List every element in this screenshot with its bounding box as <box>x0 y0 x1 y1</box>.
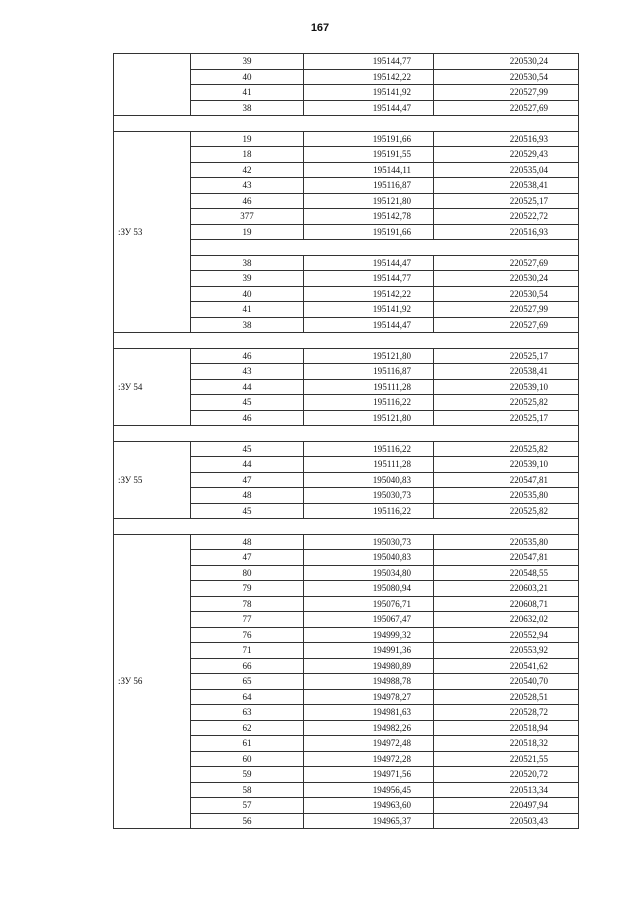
coordinate-y-cell: 220520,72 <box>434 767 579 783</box>
point-number-cell: 38 <box>191 255 304 271</box>
point-number-cell: 46 <box>191 410 304 426</box>
coordinate-y-cell: 220548,55 <box>434 565 579 581</box>
point-number-cell: 47 <box>191 472 304 488</box>
coordinate-y-cell: 220527,69 <box>434 100 579 116</box>
coordinate-y-cell: 220527,69 <box>434 317 579 333</box>
coordinate-y-cell: 220527,99 <box>434 302 579 318</box>
coordinate-y-cell: 220541,62 <box>434 658 579 674</box>
coordinate-x-cell: 195121,80 <box>304 348 434 364</box>
coordinate-y-cell: 220538,41 <box>434 364 579 380</box>
coordinate-x-cell: 194980,89 <box>304 658 434 674</box>
coordinate-x-cell: 195111,28 <box>304 457 434 473</box>
coordinate-x-cell: 195144,77 <box>304 271 434 287</box>
coordinate-y-cell: 220525,17 <box>434 193 579 209</box>
coordinate-y-cell: 220547,81 <box>434 550 579 566</box>
coordinate-x-cell: 195040,83 <box>304 472 434 488</box>
coordinate-y-cell: 220608,71 <box>434 596 579 612</box>
plot-label-cell: :ЗУ 55 <box>114 441 191 519</box>
coordinate-x-cell: 195080,94 <box>304 581 434 597</box>
coordinate-x-cell: 195116,22 <box>304 395 434 411</box>
coordinate-y-cell: 220539,10 <box>434 457 579 473</box>
point-number-cell: 46 <box>191 193 304 209</box>
coordinate-x-cell: 195144,47 <box>304 255 434 271</box>
coordinate-x-cell: 195076,71 <box>304 596 434 612</box>
coordinates-table <box>113 53 579 829</box>
coordinate-x-cell: 195030,73 <box>304 534 434 550</box>
point-number-cell: 56 <box>191 813 304 829</box>
coordinate-y-cell: 220525,17 <box>434 348 579 364</box>
empty-separator-cell <box>114 426 579 442</box>
point-number-cell: 44 <box>191 379 304 395</box>
coordinates-table-body <box>114 54 579 829</box>
coordinate-x-cell: 195111,28 <box>304 379 434 395</box>
point-number-cell: 63 <box>191 705 304 721</box>
coordinate-x-cell: 195142,78 <box>304 209 434 225</box>
table-row <box>114 131 579 147</box>
coordinate-y-cell: 220540,70 <box>434 674 579 690</box>
table-row <box>114 534 579 550</box>
block-separator-row <box>114 426 579 442</box>
coordinate-x-cell: 195040,83 <box>304 550 434 566</box>
coordinate-x-cell: 195067,47 <box>304 612 434 628</box>
coordinate-y-cell: 220497,94 <box>434 798 579 814</box>
coordinate-y-cell: 220527,69 <box>434 255 579 271</box>
coordinate-x-cell: 195142,22 <box>304 286 434 302</box>
coordinate-x-cell: 195116,22 <box>304 503 434 519</box>
point-number-cell: 57 <box>191 798 304 814</box>
point-number-cell: 79 <box>191 581 304 597</box>
coordinate-y-cell: 220518,94 <box>434 720 579 736</box>
coordinate-x-cell: 194965,37 <box>304 813 434 829</box>
coordinate-y-cell: 220535,80 <box>434 488 579 504</box>
coordinate-y-cell: 220525,82 <box>434 395 579 411</box>
coordinate-y-cell: 220530,24 <box>434 271 579 287</box>
page-number: 167 <box>310 22 330 34</box>
coordinate-y-cell: 220530,54 <box>434 69 579 85</box>
block-separator-row <box>114 333 579 349</box>
coordinate-y-cell: 220518,32 <box>434 736 579 752</box>
coordinate-x-cell: 195141,92 <box>304 85 434 101</box>
point-number-cell: 59 <box>191 767 304 783</box>
point-number-cell: 80 <box>191 565 304 581</box>
coordinate-x-cell: 195034,80 <box>304 565 434 581</box>
empty-separator-cell <box>191 240 579 256</box>
coordinate-y-cell: 220525,17 <box>434 410 579 426</box>
point-number-cell: 41 <box>191 302 304 318</box>
coordinate-y-cell: 220513,34 <box>434 782 579 798</box>
coordinate-x-cell: 195141,92 <box>304 302 434 318</box>
point-number-cell: 65 <box>191 674 304 690</box>
coordinate-x-cell: 194972,48 <box>304 736 434 752</box>
coordinate-x-cell: 195030,73 <box>304 488 434 504</box>
point-number-cell: 38 <box>191 317 304 333</box>
point-number-cell: 62 <box>191 720 304 736</box>
coordinate-x-cell: 194981,63 <box>304 705 434 721</box>
coordinate-x-cell: 194988,78 <box>304 674 434 690</box>
point-number-cell: 43 <box>191 364 304 380</box>
coordinate-x-cell: 195116,22 <box>304 441 434 457</box>
point-number-cell: 64 <box>191 689 304 705</box>
coordinate-x-cell: 195142,22 <box>304 69 434 85</box>
coordinate-x-cell: 195144,47 <box>304 317 434 333</box>
coordinate-y-cell: 220527,99 <box>434 85 579 101</box>
point-number-cell: 45 <box>191 441 304 457</box>
point-number-cell: 76 <box>191 627 304 643</box>
coordinate-y-cell: 220528,72 <box>434 705 579 721</box>
point-number-cell: 66 <box>191 658 304 674</box>
empty-separator-cell <box>114 519 579 535</box>
point-number-cell: 48 <box>191 534 304 550</box>
coordinate-y-cell: 220521,55 <box>434 751 579 767</box>
coordinate-x-cell: 195121,80 <box>304 410 434 426</box>
coordinate-x-cell: 194956,45 <box>304 782 434 798</box>
point-number-cell: 46 <box>191 348 304 364</box>
point-number-cell: 43 <box>191 178 304 194</box>
point-number-cell: 39 <box>191 54 304 70</box>
plot-label-cell: :ЗУ 54 <box>114 348 191 426</box>
coordinate-y-cell: 220503,43 <box>434 813 579 829</box>
coordinate-x-cell: 194963,60 <box>304 798 434 814</box>
point-number-cell: 19 <box>191 131 304 147</box>
table-row <box>114 441 579 457</box>
coordinate-y-cell: 220530,54 <box>434 286 579 302</box>
coordinate-x-cell: 195144,77 <box>304 54 434 70</box>
point-number-cell: 40 <box>191 69 304 85</box>
point-number-cell: 71 <box>191 643 304 659</box>
coordinate-y-cell: 220539,10 <box>434 379 579 395</box>
coordinate-y-cell: 220632,02 <box>434 612 579 628</box>
coordinate-x-cell: 194972,28 <box>304 751 434 767</box>
coordinate-x-cell: 195116,87 <box>304 178 434 194</box>
coordinate-y-cell: 220525,82 <box>434 503 579 519</box>
coordinate-y-cell: 220528,51 <box>434 689 579 705</box>
coordinate-x-cell: 195191,66 <box>304 131 434 147</box>
coordinate-x-cell: 195144,47 <box>304 100 434 116</box>
point-number-cell: 45 <box>191 503 304 519</box>
coordinate-y-cell: 220603,21 <box>434 581 579 597</box>
point-number-cell: 39 <box>191 271 304 287</box>
point-number-cell: 42 <box>191 162 304 178</box>
coordinate-y-cell: 220552,94 <box>434 627 579 643</box>
block-separator-row <box>114 116 579 132</box>
point-number-cell: 78 <box>191 596 304 612</box>
coordinate-x-cell: 194971,56 <box>304 767 434 783</box>
coordinate-y-cell: 220522,72 <box>434 209 579 225</box>
point-number-cell: 377 <box>191 209 304 225</box>
coordinate-y-cell: 220553,92 <box>434 643 579 659</box>
coordinate-y-cell: 220516,93 <box>434 131 579 147</box>
table-row <box>114 54 579 70</box>
coordinate-y-cell: 220525,82 <box>434 441 579 457</box>
point-number-cell: 60 <box>191 751 304 767</box>
empty-separator-cell <box>114 333 579 349</box>
point-number-cell: 61 <box>191 736 304 752</box>
point-number-cell: 48 <box>191 488 304 504</box>
empty-separator-cell <box>114 116 579 132</box>
coordinate-y-cell: 220538,41 <box>434 178 579 194</box>
point-number-cell: 45 <box>191 395 304 411</box>
point-number-cell: 44 <box>191 457 304 473</box>
point-number-cell: 77 <box>191 612 304 628</box>
point-number-cell: 58 <box>191 782 304 798</box>
coordinate-y-cell: 220529,43 <box>434 147 579 163</box>
point-number-cell: 38 <box>191 100 304 116</box>
coordinate-x-cell: 195144,11 <box>304 162 434 178</box>
coordinate-y-cell: 220530,24 <box>434 54 579 70</box>
coordinate-x-cell: 195191,66 <box>304 224 434 240</box>
plot-label-cell: :ЗУ 56 <box>114 534 191 829</box>
coordinate-x-cell: 194999,32 <box>304 627 434 643</box>
coordinate-x-cell: 194991,36 <box>304 643 434 659</box>
coordinate-x-cell: 194978,27 <box>304 689 434 705</box>
point-number-cell: 40 <box>191 286 304 302</box>
plot-label-cell <box>114 54 191 116</box>
coordinate-x-cell: 194982,26 <box>304 720 434 736</box>
coordinate-y-cell: 220535,80 <box>434 534 579 550</box>
coordinate-x-cell: 195116,87 <box>304 364 434 380</box>
point-number-cell: 18 <box>191 147 304 163</box>
block-separator-row <box>114 519 579 535</box>
plot-label-cell: :ЗУ 53 <box>114 131 191 333</box>
coordinate-y-cell: 220516,93 <box>434 224 579 240</box>
table-row <box>114 348 579 364</box>
coordinate-y-cell: 220547,81 <box>434 472 579 488</box>
coordinate-x-cell: 195121,80 <box>304 193 434 209</box>
point-number-cell: 47 <box>191 550 304 566</box>
coordinate-y-cell: 220535,04 <box>434 162 579 178</box>
point-number-cell: 19 <box>191 224 304 240</box>
coordinate-x-cell: 195191,55 <box>304 147 434 163</box>
point-number-cell: 41 <box>191 85 304 101</box>
